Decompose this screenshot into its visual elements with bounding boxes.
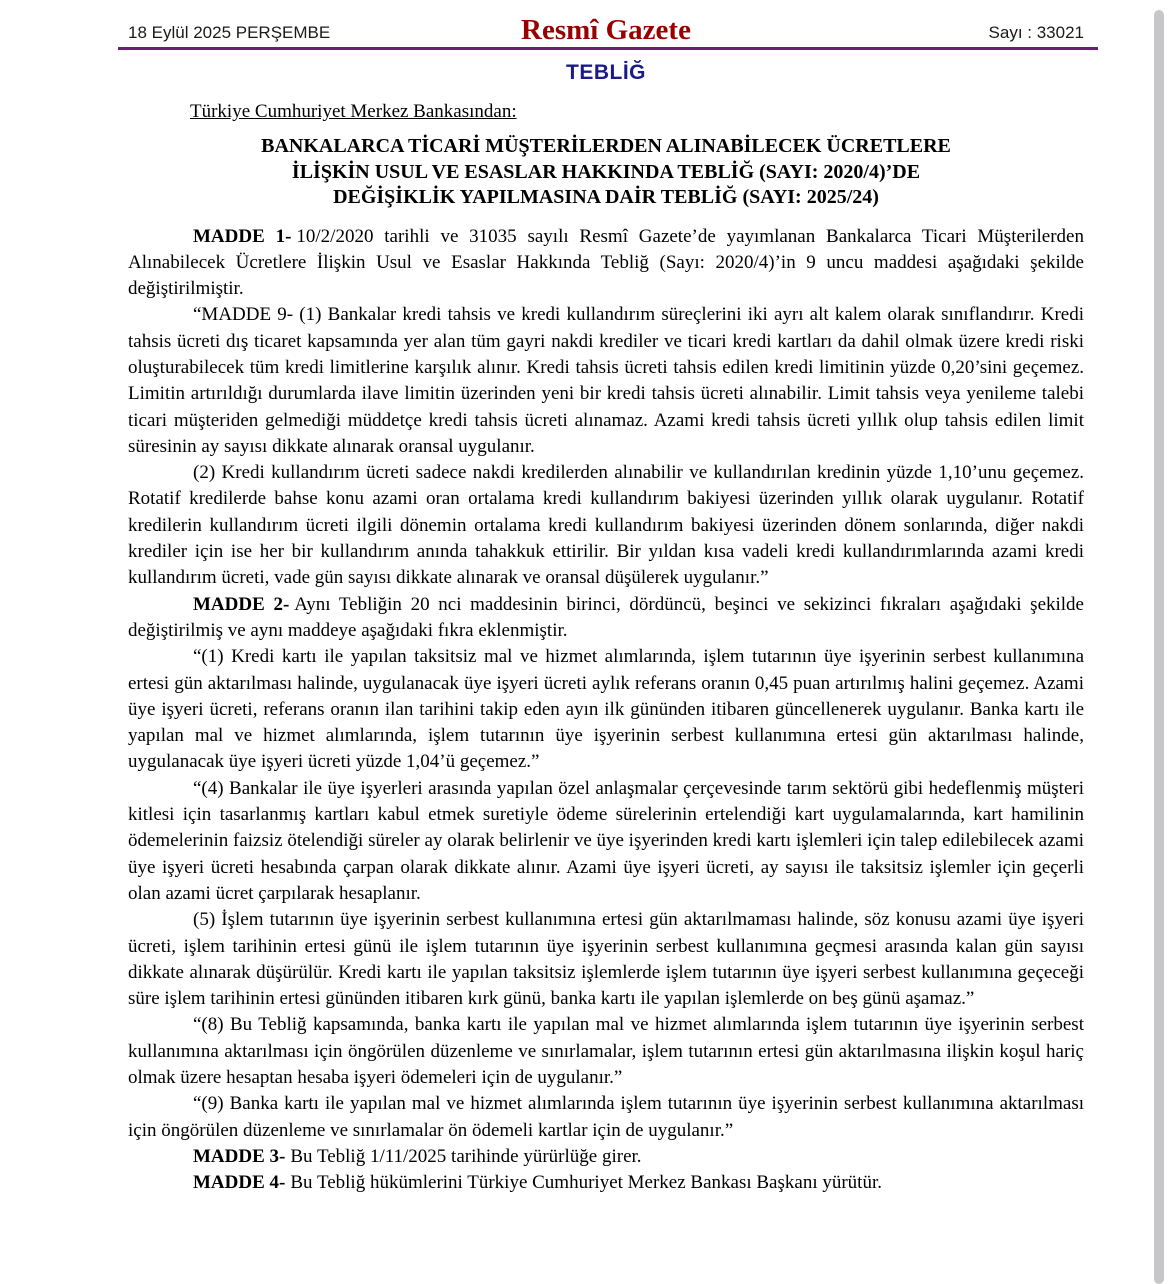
paragraph-text: “(1) Kredi kartı ile yapılan taksitsiz mal ve hizmet alımlarında, işlem tutarının üye işyerinin serbest kullanımına ertesi gün aktarılması halinde, uygulanacak üye işyeri ücreti aylık referans oranın 0,45 puan artırılmış halini geçemez. Azami üye işyeri ücreti, referans oranın ilan tarihini takip eden ayın ilk gününden itibaren güncellenerek uygulanır. Banka kartı ile yapılan mal ve hizmet alımlarında, işlem tutarının üye işyerinin serbest kullanımına ertesi gün aktarılması halinde, uygulanacak üye işyeri ücreti yüzde 1,04’ü geçemez.” — [128, 646, 1084, 773]
body-paragraph — [128, 1170, 1084, 1196]
madde-label: MADDE 3- — [193, 1145, 286, 1167]
body-paragraph — [128, 224, 1084, 303]
paragraph-text: Bu Tebliğ 1/11/2025 tarihinde yürürlüğe girer. — [290, 1145, 642, 1167]
issue-number: Sayı : 33021 — [988, 23, 1084, 42]
body-paragraphs — [128, 224, 1084, 1197]
paragraph-text: (5) İşlem tutarının üye işyerinin serbest kullanımına ertesi gün aktarılmaması halinde, söz konusu azami üye işyeri ücreti, işlem tarihinin ertesi günü ile işlem tutarının üye işyerinin serbest kullanımına geçmesi arasında kalan gün sayısı dikkate alınarak düşürülür. Kredi kartı ile yapılan taksitsiz işlemlerde işlem tutarının üye işyeri serbest kullanımına geçeceği süre işlem tarihinin ertesi gününden itibaren kırk günü, banka kartı ile yapılan işlemlerde on beş günü aşamaz.” — [128, 909, 1084, 1010]
body-paragraph — [128, 776, 1084, 907]
paragraph-text: Bu Tebliğ hükümlerini Türkiye Cumhuriyet Merkez Bankası Başkanı yürütür. — [290, 1172, 882, 1194]
paragraph-text: 10/2/2020 tarihli ve 31035 sayılı Resmî Gazete’de yayımlanan Bankalarca Ticari Müşterilerden Alınabilecek Ücretlere İlişkin Usul ve Esaslar Hakkında Tebliğ (Sayı: 2020/4)’in 9 uncu maddesi aşağıdaki şekilde değiştirilmiştir. — [128, 225, 1084, 300]
gazette-header — [128, 14, 1084, 48]
paragraph-text: Aynı Tebliğin 20 nci maddesinin birinci, dördüncü, beşinci ve sekizinci fıkraları aşağıdaki şekilde değiştirilmiş ve aynı maddeye aşağıdaki fıkra eklenmiştir. — [128, 593, 1084, 641]
body-paragraph — [128, 1012, 1084, 1091]
paragraph-text: “(8) Bu Tebliğ kapsamında, banka kartı ile yapılan mal ve hizmet alımlarında işlem tutarının üye işyerinin serbest kullanımına aktarılması için öngörülen düzenleme ve sınırlamalar, işlem tutarının ertesi gün aktarılmasına ilişkin koşul hariç olmak üzere hesaptan hesaba işyeri ödemeleri için de uygulanır.” — [128, 1014, 1084, 1088]
header-divider — [118, 47, 1098, 50]
section-heading: TEBLİĞ — [566, 61, 646, 84]
header-date: 18 Eylül 2025 PERŞEMBE — [128, 23, 331, 42]
document-title-line: BANKALARCA TİCARİ MÜŞTERİLERDEN ALINABİLECEK ÜCRETLERE — [261, 135, 951, 157]
document-title — [128, 134, 1084, 211]
issuing-authority: Türkiye Cumhuriyet Merkez Bankasından: — [190, 101, 517, 122]
body-paragraph — [128, 460, 1084, 591]
vertical-scrollbar-thumb[interactable] — [1154, 10, 1164, 1284]
madde-label: MADDE 4- — [193, 1172, 286, 1194]
body-paragraph — [128, 644, 1084, 775]
paragraph-text: “(9) Banka kartı ile yapılan mal ve hizmet alımlarında işlem tutarının üye işyerinin serbest kullanımına aktarılması için öngörülen düzenleme ve sınırlamalar ön ödemeli kartlar için de uygulanır.” — [128, 1093, 1084, 1141]
body-paragraph — [128, 302, 1084, 460]
document-title-line: İLİŞKİN USUL VE ESASLAR HAKKINDA TEBLİĞ (SAYI: 2020/4)’DE — [291, 160, 921, 183]
paragraph-text: (2) Kredi kullandırım ücreti sadece nakdi kredilerden alınabilir ve kullandırılan kredinin yüzde 1,10’unu geçemez. Rotatif kredilerde bahse konu azami oran ortalama kredi kullandırım bakiyesi üzerinden yıllık olarak uygulanır. Rotatif kredilerin kullandırım ücreti ilgili dönemin ortalama kredi kullandırım bakiyesi üzerinden dönem sonlarında, diğer nakdi krediler için ise her bir kullandırım anında tahakkuk ettirilir. Bir yıldan kısa vadeli kredi kullandırımlarında azami kredi kullandırım ücreti, vade gün sayısı dikkate alınarak ve oransal düşülerek uygulanır.” — [128, 462, 1084, 589]
body-paragraph — [128, 592, 1084, 645]
madde-label: MADDE 1- — [193, 225, 292, 247]
madde-label: MADDE 2- — [193, 593, 290, 615]
body-paragraph — [128, 907, 1084, 1012]
body-paragraph — [128, 1144, 1084, 1170]
paragraph-text: “(4) Bankalar ile üye işyerleri arasında yapılan özel anlaşmalar çerçevesinde tarım sektörü gibi hedeflenmiş müşteri kitlesi için tasarlanmış kartları kabul etmek suretiyle ödeme sürelerinin ertelendiği kart uygulamalarında, kart hamilinin ödemelerinin faizsiz ötelendiği süreler ay olarak belirlenir ve üye işyerinden kredi kartı işlemleri için talep edilebilecek azami üye işyeri ücreti hesabında çarpan olarak dikkate alınır. Azami üye işyeri ücreti, ay sayısı ile taksitsiz işlemler için geçerli olan azami ücret çarpılarak hesaplanır. — [128, 777, 1084, 904]
body-paragraph — [128, 1091, 1084, 1144]
paragraph-text: “MADDE 9- (1) Bankalar kredi tahsis ve kredi kullandırım süreçlerini iki ayrı alt kalem olarak sınıflandırır. Kredi tahsis ücreti dış ticaret kapsamında yer alan tüm gayri nakdi krediler ve ticari kredi kartları da dahil olmak üzere kredi riski oluşturabilecek tüm kredi limitlerine karşılık alınır. Kredi tahsis ücreti tahsis edilen kredi limitinin yüzde 0,20’sini geçemez. Limitin artırıldığı durumlarda ilave limitin üzerinden yeni bir kredi tahsis ücreti alınabilir. Limit tahsis veya yenileme talebi ticari müşteriden gelmediği müddetçe kredi tahsis ücreti alınamaz. Azami kredi tahsis ücreti yıllık olup tahsis edilen limit süresinin ay sayısı dikkate alınarak oransal uygulanır. — [128, 304, 1084, 457]
document-content — [128, 101, 1084, 1196]
document-title-line: DEĞİŞİKLİK YAPILMASINA DAİR TEBLİĞ (SAYI: 2025/24) — [333, 186, 879, 208]
gazette-masthead: Resmî Gazete — [521, 14, 691, 46]
